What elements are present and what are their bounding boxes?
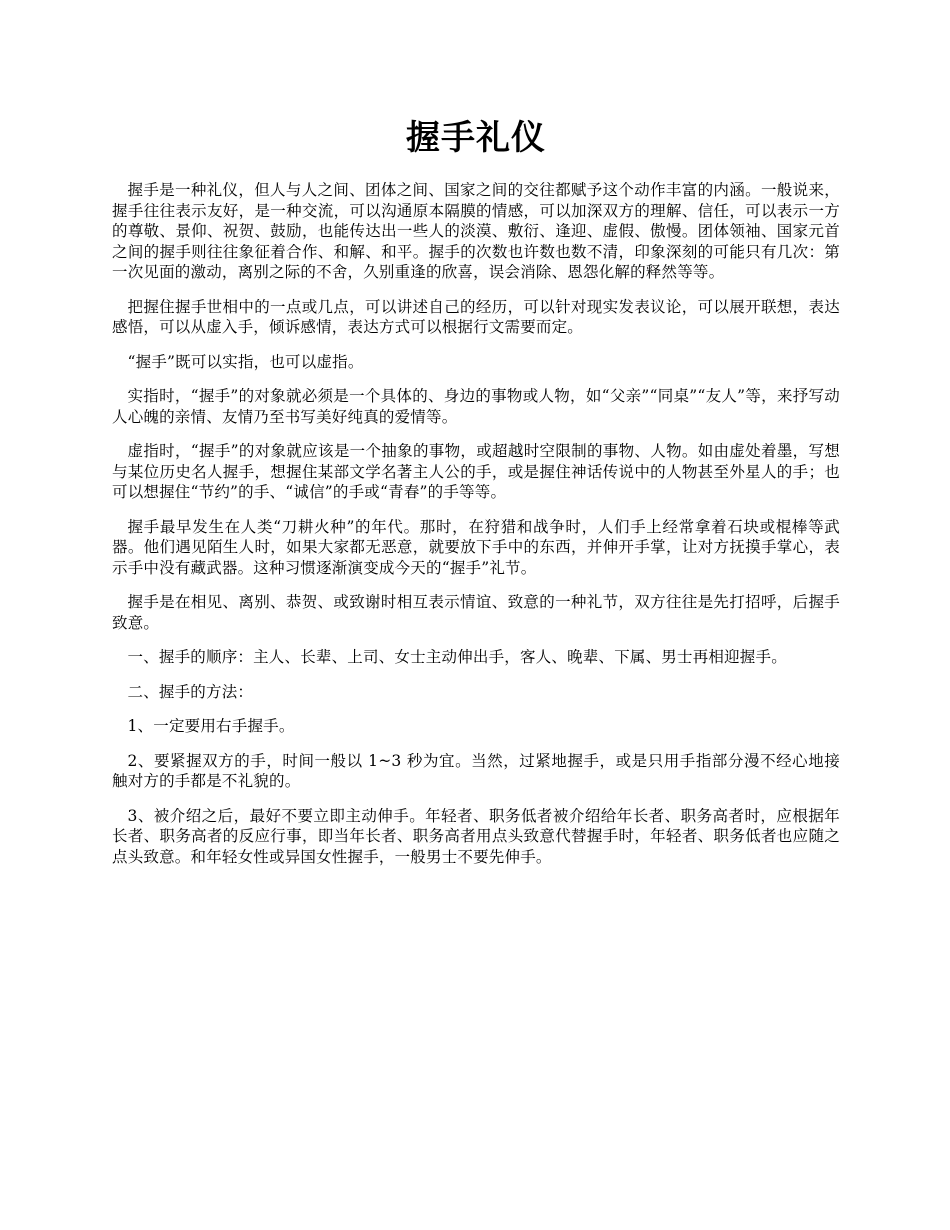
paragraph-definition: 握手是在相见、离别、恭贺、或致谢时相互表示情谊、致意的一种礼节，双方往往是先打招呼，后握手致意。: [112, 593, 840, 632]
paragraph-literal-figurative: “握手”既可以实指，也可以虚指。: [127, 352, 364, 371]
paragraph-method-2: 2、要紧握双方的手，时间一般以 1~3 秒为宜。当然，过紧地握手，或是只用手指部分漫不经心地接触对方的手都是不礼貌的。: [112, 751, 840, 790]
paragraph-order: 一、握手的顺序：主人、长辈、上司、女士主动伸出手，客人、晚辈、下属、男士再相迎握手。: [127, 648, 787, 666]
paragraph-literal: 实指时，“握手”的对象就必须是一个具体的、身边的事物或人物，如“父亲”“同桌”“友人”等，来抒写动人心魄的亲情、友情乃至书写美好纯真的爱情等。: [112, 387, 840, 426]
paragraph-writing-approach: 把握住握手世相中的一点或几点，可以讲述自己的经历，可以针对现实发表议论，可以展开联想，表达感悟，可以从虚入手，倾诉感情，表达方式可以根据行文需要而定。: [112, 297, 840, 336]
paragraph-origin: 握手最早发生在人类“刀耕火种”的年代。那时，在狩猎和战争时，人们手上经常拿着石块或棍棒等武器。他们遇见陌生人时，如果大家都无恶意，就要放下手中的东西，并伸开手掌，让对方抚摸手掌心，表示手中没有藏武器。这种习惯逐渐演变成今天的“握手”礼节。: [112, 517, 840, 577]
document-page: [112, 0, 840, 881]
paragraph-intro: 握手是一种礼仪，但人与人之间、团体之间、国家之间的交往都赋予这个动作丰富的内涵。一般说来，握手往往表示友好，是一种交流，可以沟通原本隔膜的情感，可以加深双方的理解、信任，可以表示一方的尊敬、景仰、祝贺、鼓励，也能传达出一些人的淡漠、敷衍、逢迎、虚假、傲慢。团体领袖、国家元首之间的握手则往往象征着合作、和解、和平。握手的次数也许数也数不清，印象深刻的可能只有几次：第一次见面的激动，离别之际的不舍，久别重逢的欣喜，误会消除、恩怨化解的释然等等。: [112, 181, 840, 281]
document-title: 握手礼仪: [406, 118, 546, 158]
paragraph-method-heading: 二、握手的方法：: [127, 682, 254, 701]
document-body: [112, 180, 840, 867]
paragraph-method-3: 3、被介绍之后，最好不要立即主动伸手。年轻者、职务低者被介绍给年长者、职务高者时，应根据年长者、职务高者的反应行事，即当年长者、职务高者用点头致意代替握手时，年轻者、职务低者也应随之点头致意。和年轻女性或异国女性握手，一般男士不要先伸手。: [112, 806, 840, 866]
paragraph-method-1: 1、一定要用右手握手。: [127, 717, 295, 735]
paragraph-figurative: 虚指时，“握手”的对象就应该是一个抽象的事物，或超越时空限制的事物、人物。如由虚处着墨，写想与某位历史名人握手，想握住某部文学名著主人公的手，或是握住神话传说中的人物甚至外星人的手；也可以想握住“节约”的手、“诚信”的手或“青春”的手等等。: [112, 442, 840, 501]
